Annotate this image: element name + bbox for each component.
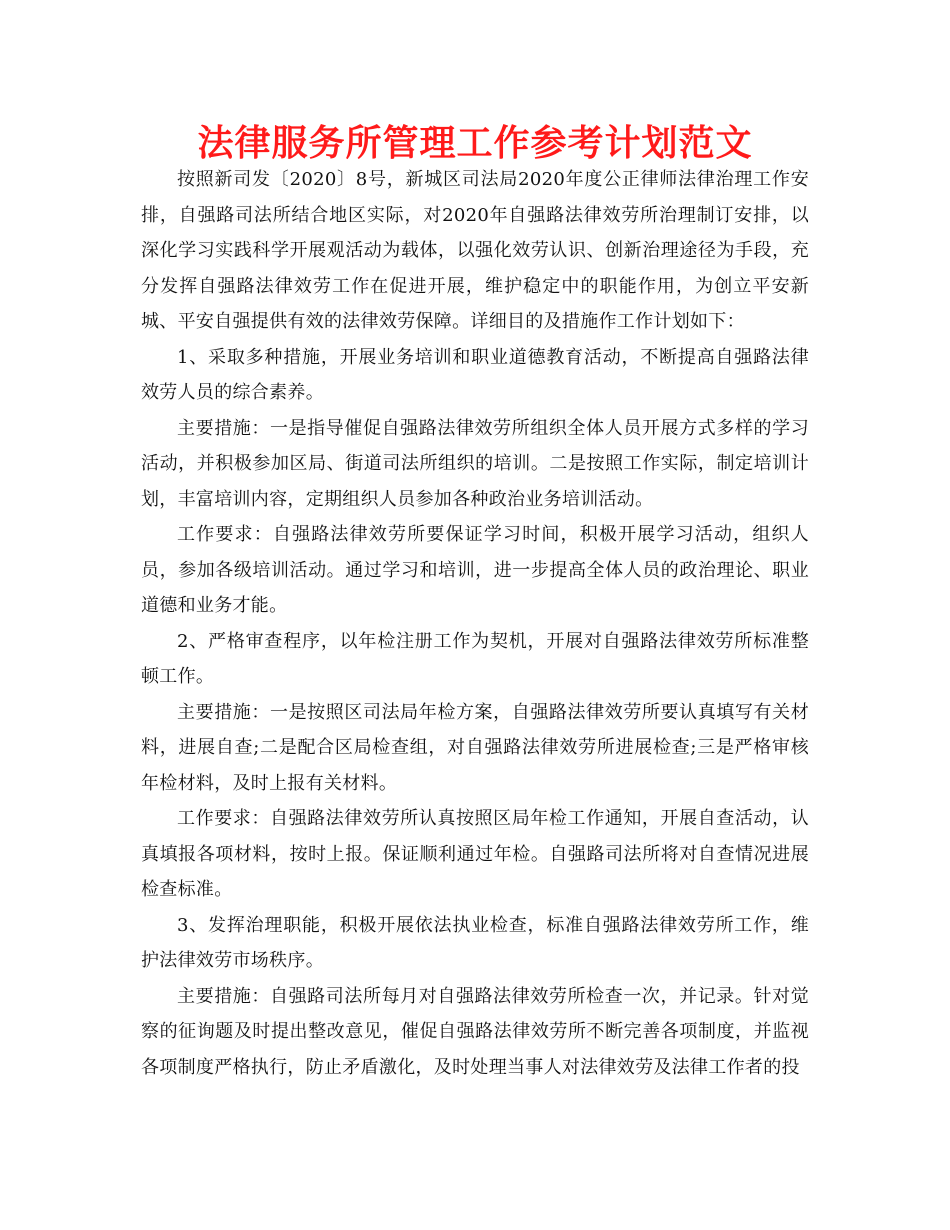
paragraph-item-2-measures: 主要措施：一是按照区司法局年检方案，自强路法律效劳所要认真填写有关材料，进展自查;二是配合区局检查组，对自强路法律效劳所进展检查;三是严格审核年检材料，及时上报有关材料。 — [141, 701, 809, 794]
paragraph-item-3: 3、发挥治理职能，积极开展依法执业检查，标准自强路法律效劳所工作，维护法律效劳市场秩序。 — [141, 914, 809, 971]
document-body — [141, 162, 809, 1085]
document-title: 法律服务所管理工作参考计划范文 — [197, 123, 753, 164]
paragraph-item-1: 1、采取多种措施，开展业务培训和职业道德教育活动，不断提高自强路法律效劳人员的综合素养。 — [141, 346, 809, 403]
paragraph-item-1-requirements: 工作要求：自强路法律效劳所要保证学习时间，积极开展学习活动，组织人员，参加各级培训活动。通过学习和培训，进一步提高全体人员的政治理论、职业道德和业务才能。 — [141, 524, 809, 616]
paragraph-item-1-measures: 主要措施：一是指导催促自强路法律效劳所组织全体人员开展方式多样的学习活动，并积极参加区局、街道司法所组织的培训。二是按照工作实际，制定培训计划，丰富培训内容，定期组织人员参加各种政治业务培训活动。 — [141, 417, 809, 510]
paragraph-item-3-measures: 主要措施：自强路司法所每月对自强路法律效劳所检查一次，并记录。针对觉察的征询题及时提出整改意见，催促自强路法律效劳所不断完善各项制度，并监视各项制度严格执行，防止矛盾激化，及时处理当事人对法律效劳及法律工作者的投 — [141, 985, 809, 1078]
paragraph-item-2: 2、严格审查程序，以年检注册工作为契机，开展对自强路法律效劳所标准整顿工作。 — [141, 630, 809, 687]
paragraph-intro: 按照新司发〔2020〕8号，新城区司法局2020年度公正律师法律治理工作安排，自强路司法所结合地区实际，对2020年自强路法律效劳所治理制订安排，以深化学习实践科学开展观活动为载体，以强化效劳认识、创新治理途径为手段，充分发挥自强路法律效劳工作在促进开展，维护稳定中的职能作用，为创立平安新城、平安自强提供有效的法律效劳保障。详细目的及措施作工作计划如下： — [141, 169, 809, 332]
paragraph-item-2-requirements: 工作要求：自强路法律效劳所认真按照区局年检工作通知，开展自查活动，认真填报各项材料，按时上报。保证顺利通过年检。自强路司法所将对自查情况进展检查标准。 — [141, 808, 809, 900]
